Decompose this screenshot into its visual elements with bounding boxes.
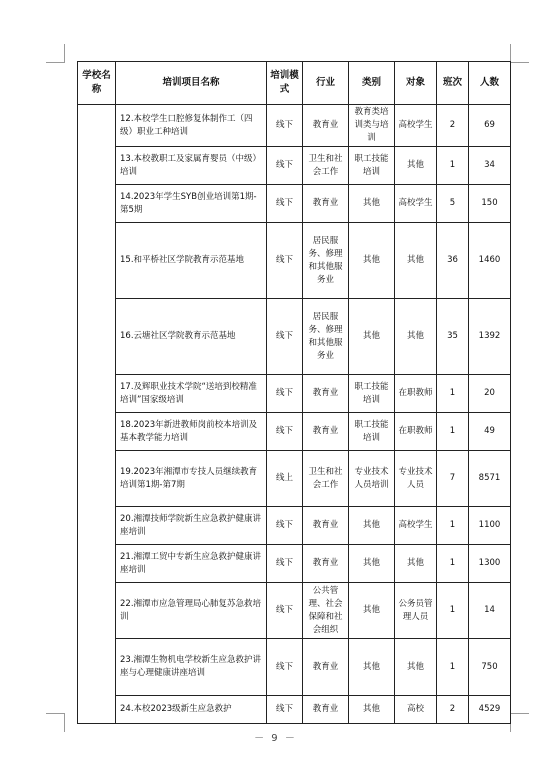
classes-cell: 2 (437, 105, 469, 147)
project-name: 16.云塘社区学院教育示范基地 (116, 299, 267, 375)
project-name: 20.湘潭技师学院新生应急救护健康讲座培训 (116, 507, 267, 545)
count-cell: 750 (469, 639, 511, 696)
category-cell: 职工技能培训 (349, 413, 395, 451)
count-cell: 1300 (469, 545, 511, 583)
table-header-row (78, 62, 511, 105)
classes-cell: 36 (437, 223, 469, 299)
classes-cell: 1 (437, 507, 469, 545)
mode-cell: 线下 (267, 299, 303, 375)
page-number: － 9 － (254, 733, 297, 744)
header-classes: 班次 (437, 62, 469, 105)
table-row (78, 413, 511, 451)
mode-cell: 线下 (267, 696, 303, 724)
project-name: 24.本校2023级新生应急救护 (116, 696, 267, 724)
project-name: 17.及辉职业技术学院“送培到校精准培训”国家级培训 (116, 375, 267, 413)
target-cell: 高校学生 (395, 105, 437, 147)
industry-cell: 教育业 (303, 696, 349, 724)
category-cell: 其他 (349, 583, 395, 639)
table-row (78, 185, 511, 223)
mode-cell: 线下 (267, 185, 303, 223)
count-cell: 4529 (469, 696, 511, 724)
classes-cell: 1 (437, 639, 469, 696)
project-name: 21.湘潭工贸中专新生应急救护健康讲座培训 (116, 545, 267, 583)
table-row (78, 375, 511, 413)
industry-cell: 教育业 (303, 375, 349, 413)
table-row (78, 451, 511, 507)
mode-cell: 线下 (267, 375, 303, 413)
classes-cell: 1 (437, 545, 469, 583)
category-cell: 其他 (349, 299, 395, 375)
mode-cell: 线下 (267, 545, 303, 583)
category-cell: 其他 (349, 185, 395, 223)
header-industry: 行业 (303, 62, 349, 105)
target-cell: 在职教师 (395, 375, 437, 413)
category-cell: 教育类培训类与培训 (349, 105, 395, 147)
classes-cell: 5 (437, 185, 469, 223)
count-cell: 1392 (469, 299, 511, 375)
count-cell: 8571 (469, 451, 511, 507)
target-cell: 其他 (395, 299, 437, 375)
industry-cell: 教育业 (303, 507, 349, 545)
classes-cell: 2 (437, 696, 469, 724)
project-name: 22.湘潭市应急管理局心肺复苏急救培训 (116, 583, 267, 639)
header-school: 学校名称 (78, 62, 116, 105)
count-cell: 49 (469, 413, 511, 451)
table-row (78, 147, 511, 185)
table-row (78, 545, 511, 583)
classes-cell: 7 (437, 451, 469, 507)
category-cell: 其他 (349, 696, 395, 724)
mode-cell: 线下 (267, 223, 303, 299)
project-name: 18.2023年新进教师岗前校本培训及基本教学能力培训 (116, 413, 267, 451)
table-row (78, 507, 511, 545)
table-row (78, 299, 511, 375)
industry-cell: 教育业 (303, 639, 349, 696)
target-cell: 高校学生 (395, 185, 437, 223)
target-cell: 其他 (395, 545, 437, 583)
industry-cell: 卫生和社会工作 (303, 451, 349, 507)
table-row (78, 583, 511, 639)
target-cell: 其他 (395, 147, 437, 185)
mode-cell: 线下 (267, 639, 303, 696)
school-name-cell (78, 105, 116, 724)
industry-cell: 公共管理、社会保障和社会组织 (303, 583, 349, 639)
classes-cell: 35 (437, 299, 469, 375)
count-cell: 34 (469, 147, 511, 185)
count-cell: 150 (469, 185, 511, 223)
count-cell: 20 (469, 375, 511, 413)
industry-cell: 教育业 (303, 545, 349, 583)
count-cell: 1460 (469, 223, 511, 299)
project-name: 23.湘潭生物机电学校新生应急救护讲座与心理健康讲座培训 (116, 639, 267, 696)
header-target: 对象 (395, 62, 437, 105)
category-cell: 职工技能培训 (349, 375, 395, 413)
training-table (77, 61, 511, 724)
target-cell: 专业技术人员 (395, 451, 437, 507)
industry-cell: 居民服务、修理和其他服务业 (303, 223, 349, 299)
table-row (78, 639, 511, 696)
industry-cell: 卫生和社会工作 (303, 147, 349, 185)
project-name: 15.和平桥社区学院教育示范基地 (116, 223, 267, 299)
category-cell: 职工技能培训 (349, 147, 395, 185)
mode-cell: 线下 (267, 147, 303, 185)
mode-cell: 线下 (267, 413, 303, 451)
mode-cell: 线下 (267, 105, 303, 147)
target-cell: 在职教师 (395, 413, 437, 451)
classes-cell: 1 (437, 147, 469, 185)
category-cell: 其他 (349, 223, 395, 299)
industry-cell: 教育业 (303, 413, 349, 451)
target-cell: 公务员管理人员 (395, 583, 437, 639)
count-cell: 69 (469, 105, 511, 147)
header-category: 类别 (349, 62, 395, 105)
classes-cell: 1 (437, 413, 469, 451)
crop-mark-top-right (510, 44, 529, 63)
header-project: 培训项目名称 (116, 62, 267, 105)
target-cell: 其他 (395, 223, 437, 299)
project-name: 13.本校教职工及家属育婴员（中级）培训 (116, 147, 267, 185)
table-row (78, 105, 511, 147)
industry-cell: 居民服务、修理和其他服务业 (303, 299, 349, 375)
mode-cell: 线下 (267, 583, 303, 639)
category-cell: 其他 (349, 639, 395, 696)
header-count: 人数 (469, 62, 511, 105)
count-cell: 1100 (469, 507, 511, 545)
category-cell: 专业技术人员培训 (349, 451, 395, 507)
crop-mark-top-left (46, 44, 65, 63)
industry-cell: 教育业 (303, 105, 349, 147)
classes-cell: 1 (437, 583, 469, 639)
target-cell: 高校学生 (395, 507, 437, 545)
table-row (78, 696, 511, 724)
target-cell: 其他 (395, 639, 437, 696)
mode-cell: 线上 (267, 451, 303, 507)
project-name: 19.2023年湘潭市专技人员继续教育培训第1期-第7期 (116, 451, 267, 507)
project-name: 12.本校学生口腔修复体制作工（四级）职业工种培训 (116, 105, 267, 147)
category-cell: 其他 (349, 545, 395, 583)
target-cell: 高校 (395, 696, 437, 724)
table-row (78, 223, 511, 299)
project-name: 14.2023年学生SYB创业培训第1期-第5期 (116, 185, 267, 223)
classes-cell: 1 (437, 375, 469, 413)
count-cell: 14 (469, 583, 511, 639)
industry-cell: 教育业 (303, 185, 349, 223)
category-cell: 其他 (349, 507, 395, 545)
header-mode: 培训模式 (267, 62, 303, 105)
mode-cell: 线下 (267, 507, 303, 545)
